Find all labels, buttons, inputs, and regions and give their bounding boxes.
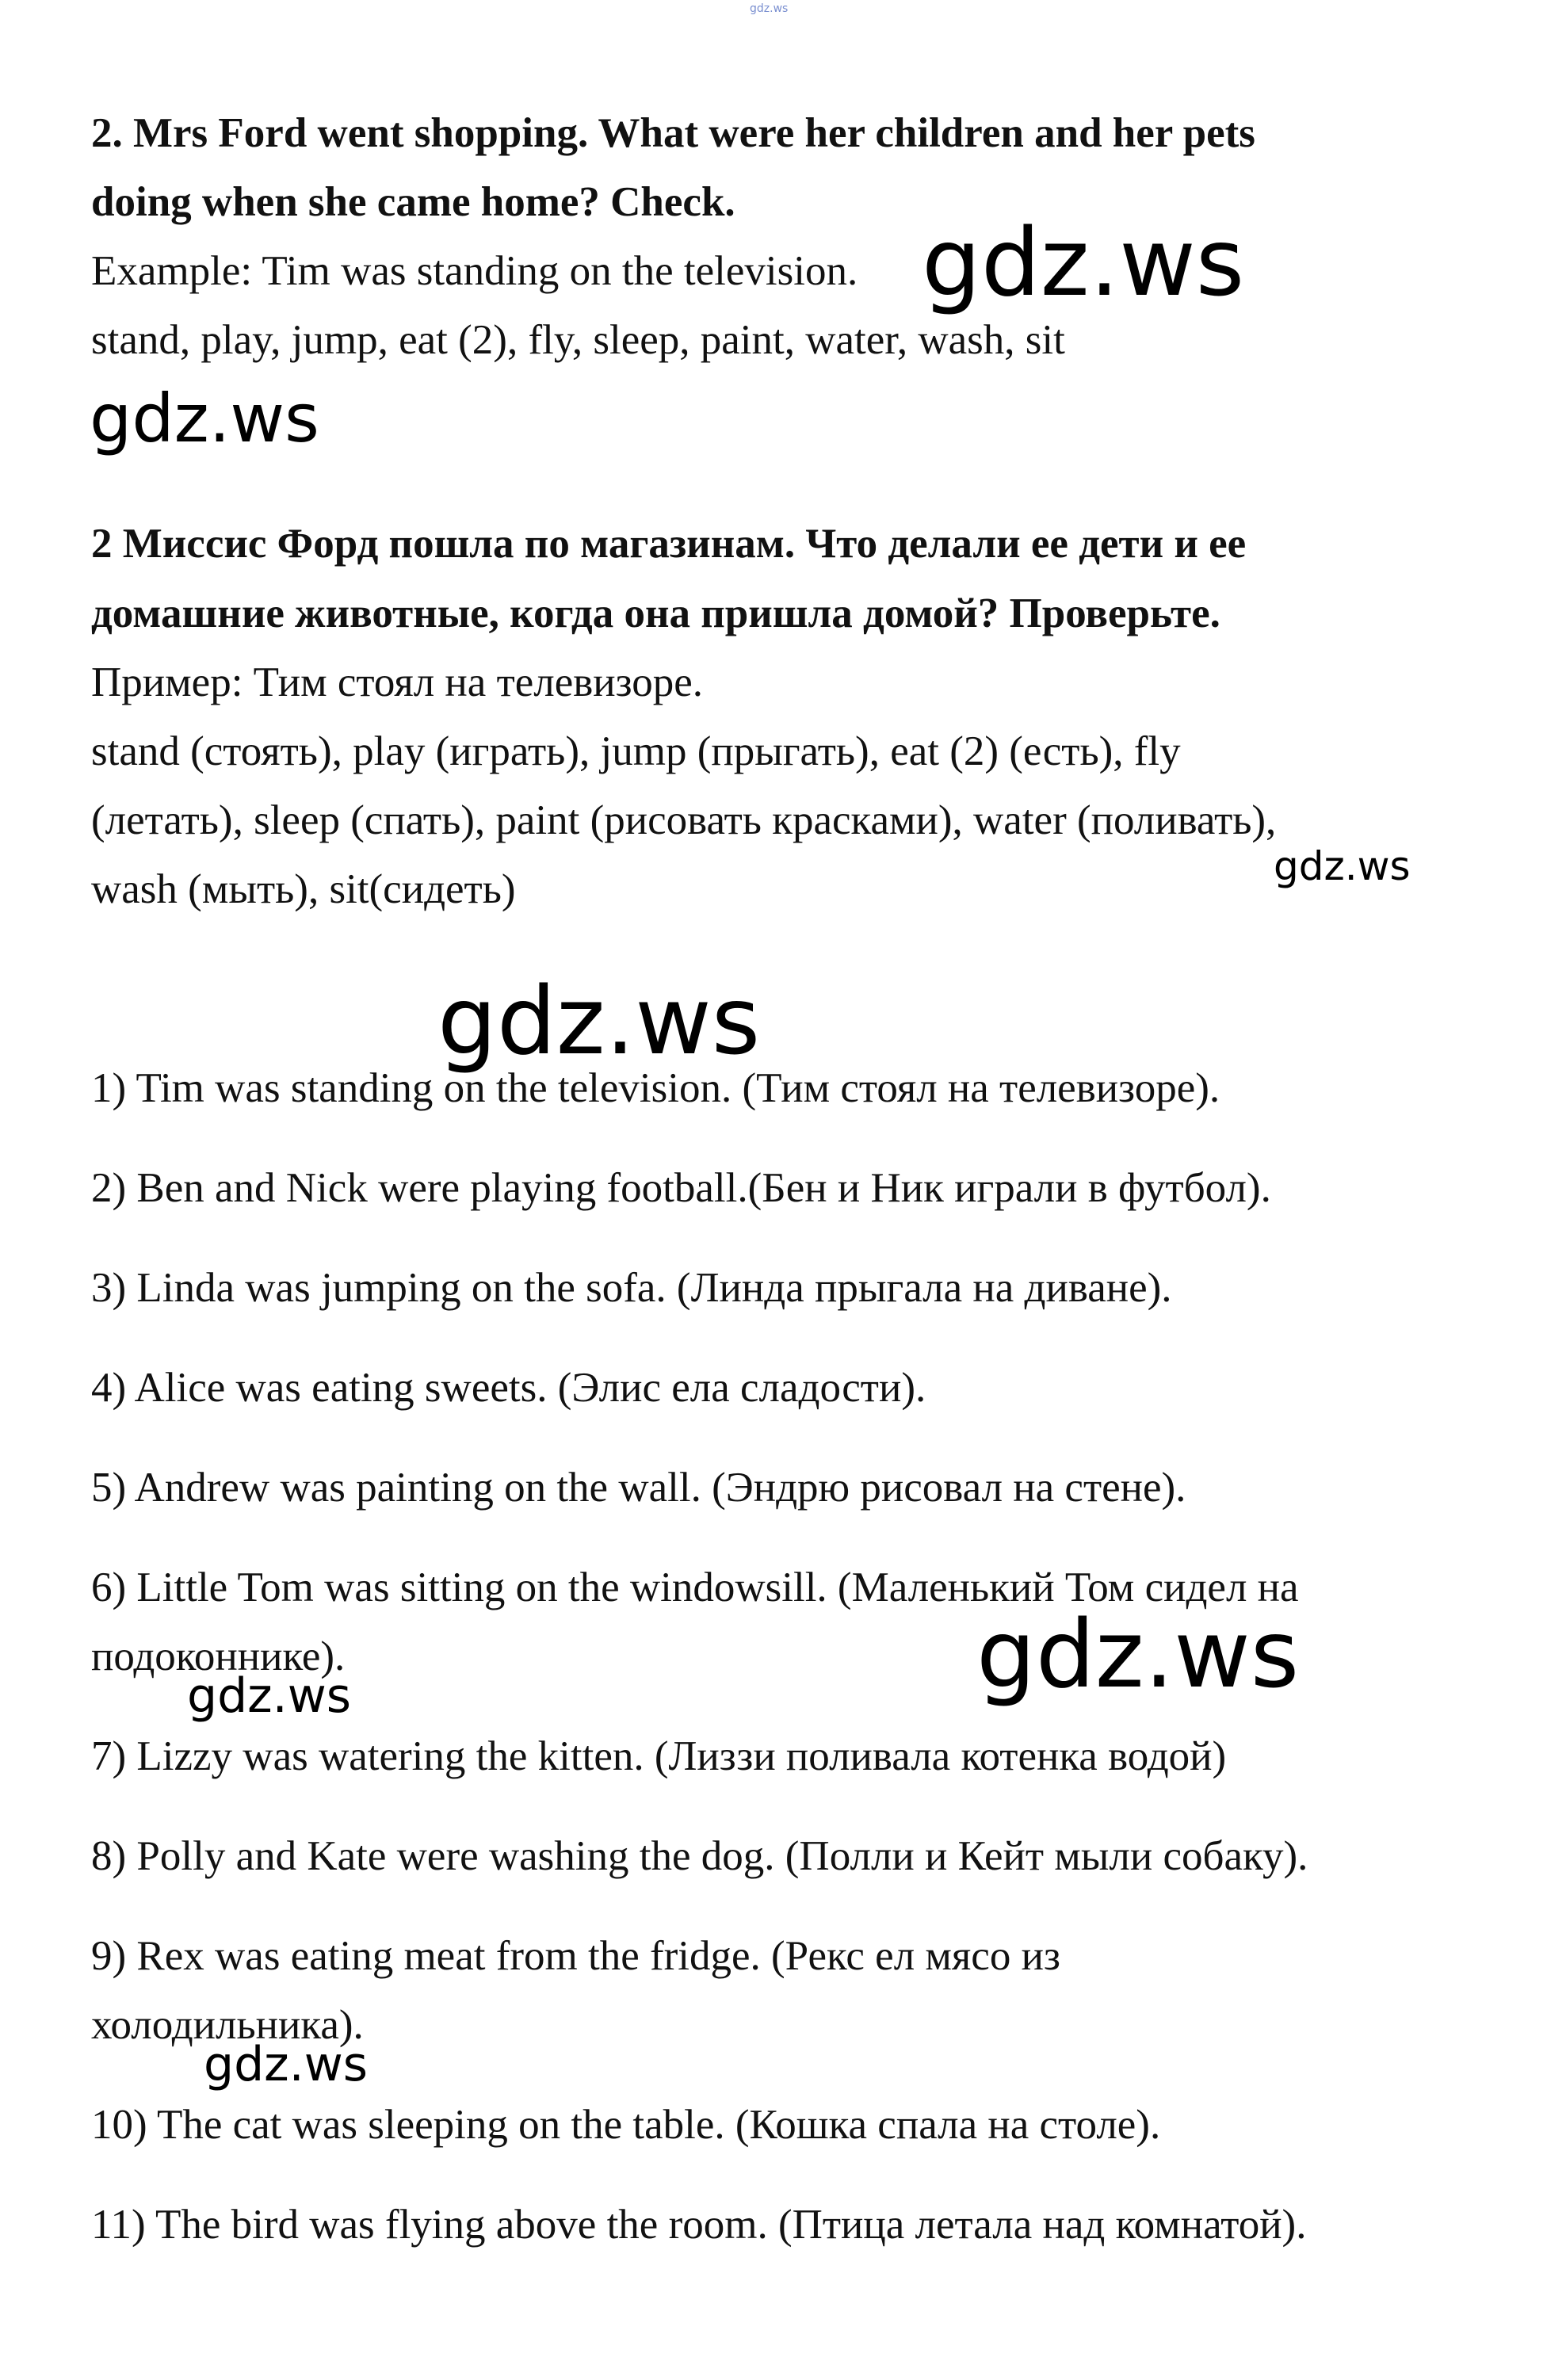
answer-2: 2) Ben and Nick were playing football.(Бен и Ник играли в футбол). [91, 1165, 1271, 1211]
task-verbs: stand, play, jump, eat (2), fly, sleep, paint, water, wash, sit [91, 317, 1065, 363]
watermark: gdz.ws [437, 966, 761, 1075]
watermark: gdz.ws [187, 1668, 352, 1724]
task-example: Example: Tim was standing on the television. [91, 248, 858, 294]
watermark: gdz.ws [976, 1599, 1300, 1709]
translation-verbs-line-3: wash (мыть), sit(сидеть) [91, 866, 516, 912]
answer-9-line-2: холодильника). [91, 2002, 364, 2048]
task-title-line-2: doing when she came home? Check. [91, 179, 735, 225]
watermark: gdz.ws [922, 208, 1245, 317]
answer-10: 10) The cat was sleeping on the table. (Кошка спала на столе). [91, 2102, 1161, 2148]
translation-title-line-2: домашние животные, когда она пришла домой? Проверьте. [91, 590, 1220, 636]
task-title-line-1: 2. Mrs Ford went shopping. What were her children and her pets [91, 110, 1255, 156]
answer-3: 3) Linda was jumping on the sofa. (Линда прыгала на диване). [91, 1265, 1172, 1311]
answer-5: 5) Andrew was painting on the wall. (Эндрю рисовал на стене). [91, 1465, 1186, 1511]
answer-8: 8) Polly and Kate were washing the dog. (Полли и Кейт мыли собаку). [91, 1833, 1308, 1879]
answer-6-line-1: 6) Little Tom was sitting on the windowsill. (Маленький Том сидел на [91, 1564, 1299, 1610]
translation-verbs-line-2: (летать), sleep (спать), paint (рисовать красками), water (поливать), [91, 797, 1277, 843]
answer-4: 4) Alice was eating sweets. (Элис ела сладости). [91, 1365, 926, 1411]
answer-6-line-2: подоконнике). [91, 1633, 346, 1679]
translation-verbs-line-1: stand (стоять), play (играть), jump (прыгать), eat (2) (есть), fly [91, 728, 1181, 774]
translation-title-line-1: 2 Миссис Форд пошла по магазинам. Что делали ее дети и ее [91, 521, 1247, 567]
answer-11: 11) The bird was flying above the room. (Птица летала над комнатой). [91, 2202, 1307, 2248]
watermark: gdz.ws [1274, 843, 1411, 889]
translation-example: Пример: Тим стоял на телевизоре. [91, 659, 704, 705]
watermark-top-small: gdz.ws [750, 2, 789, 15]
watermark: gdz.ws [90, 380, 319, 457]
answer-7: 7) Lizzy was watering the kitten. (Лиззи поливала котенка водой) [91, 1733, 1227, 1779]
answer-1: 1) Tim was standing on the television. (Тим стоял на телевизоре). [91, 1065, 1220, 1111]
watermark: gdz.ws [204, 2037, 369, 2092]
answer-9-line-1: 9) Rex was eating meat from the fridge. (Рекс ел мясо из [91, 1933, 1060, 1979]
